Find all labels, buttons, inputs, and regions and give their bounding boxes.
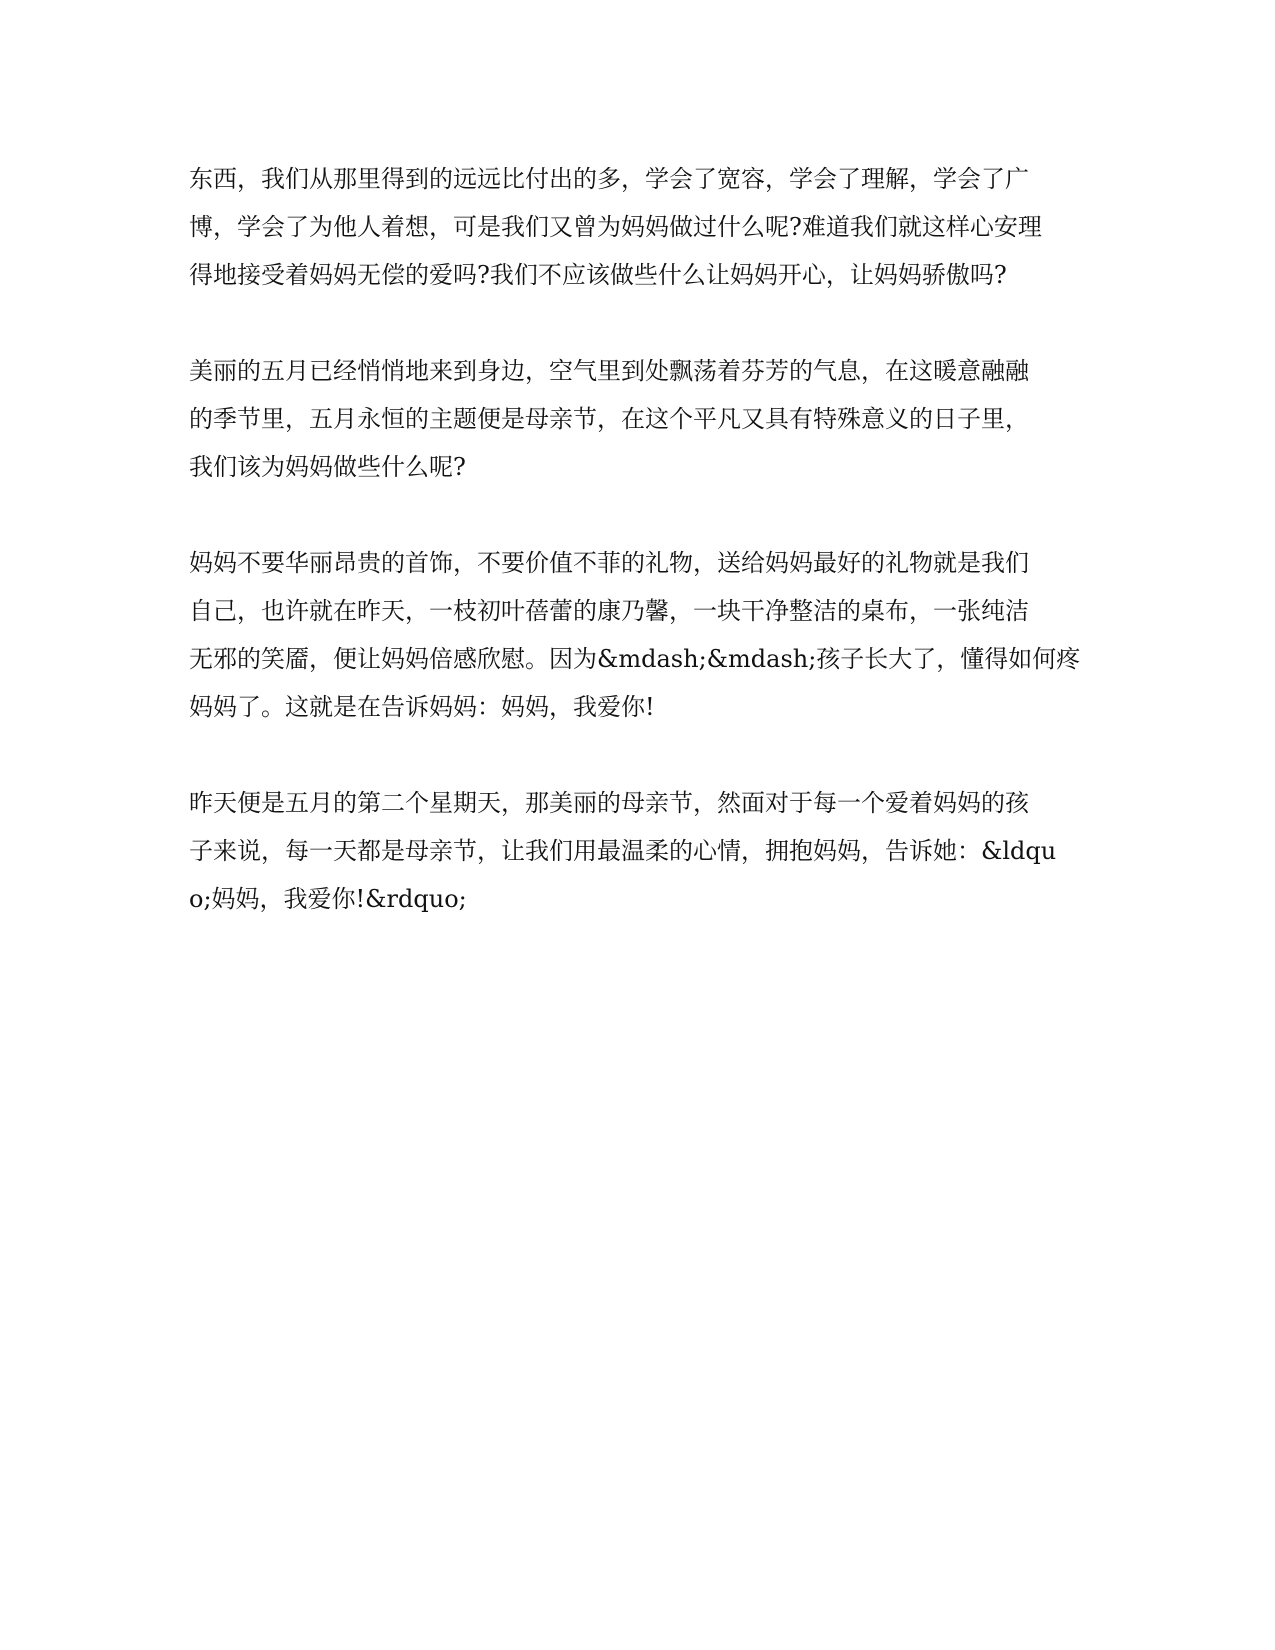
text-line: 博，学会了为他人着想，可是我们又曾为妈妈做过什么呢?难道我们就这样心安理 <box>189 213 1042 241</box>
text-line: 的季节里，五月永恒的主题便是母亲节，在这个平凡又具有特殊意义的日子里， <box>189 405 1029 433</box>
paragraph-3 <box>189 539 1081 731</box>
paragraph-4 <box>189 779 1069 923</box>
text-line: 无邪的笑靥，便让妈妈倍感欣慰。因为&mdash;&mdash;孩子长大了，懂得如何疼 <box>189 645 1081 673</box>
text-line: 自己，也许就在昨天，一枝初叶蓓蕾的康乃馨，一块干净整洁的桌布，一张纯洁 <box>189 597 1029 625</box>
text-line: 东西，我们从那里得到的远远比付出的多，学会了宽容，学会了理解，学会了广 <box>189 165 1029 193</box>
document-body <box>189 155 1081 971</box>
text-line: 美丽的五月已经悄悄地来到身边，空气里到处飘荡着芬芳的气息，在这暖意融融 <box>189 357 1029 385</box>
text-line: 得地接受着妈妈无偿的爱吗?我们不应该做些什么让妈妈开心，让妈妈骄傲吗? <box>189 261 1007 289</box>
text-line: 昨天便是五月的第二个星期天，那美丽的母亲节，然面对于每一个爱着妈妈的孩 <box>189 789 1029 817</box>
text-line: 子来说，每一天都是母亲节，让我们用最温柔的心情，拥抱妈妈，告诉她：&ldqu <box>189 837 1057 865</box>
text-line: 妈妈不要华丽昂贵的首饰，不要价值不菲的礼物，送给妈妈最好的礼物就是我们 <box>189 549 1029 577</box>
text-line: o;妈妈，我爱你!&rdquo; <box>189 885 467 913</box>
paragraph-1 <box>189 155 1069 299</box>
text-line: 我们该为妈妈做些什么呢? <box>189 453 466 481</box>
text-line: 妈妈了。这就是在告诉妈妈：妈妈，我爱你! <box>189 693 655 721</box>
paragraph-2 <box>189 347 1069 491</box>
